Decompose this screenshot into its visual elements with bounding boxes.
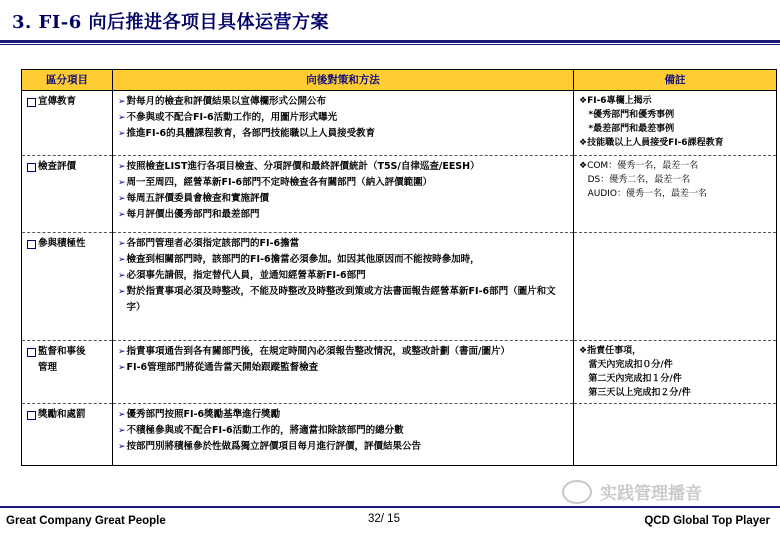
category-label: 參與積極性 [38,238,86,249]
measure-item [118,439,568,455]
measure-item [118,159,568,175]
measure-item [118,360,568,376]
watermark-text: 实践管理播音 [600,484,702,504]
arrow-bullet-icon: ➢ [118,178,126,188]
category-label: 獎勵和處罰 [38,409,86,420]
measure-text: 周一至周四，經營革新FI-6部門不定時檢查各有關部門（納入評價範圍） [126,177,433,188]
measure-text: 各部門管理者必須指定該部門的FI-6擔當 [126,238,300,249]
header-notes: 備註 [574,70,777,91]
measure-item [118,126,568,142]
measure-item [118,407,568,423]
page-title: 3. FI-6 向后推进各项目具体运营方案 [12,12,330,33]
header-category: 區分項目 [22,70,113,91]
row-measures [113,91,574,156]
arrow-bullet-icon: ➢ [118,363,126,373]
measure-item [118,423,568,439]
arrow-bullet-icon: ➢ [118,426,126,436]
measure-item [118,268,568,284]
row-notes [574,341,777,404]
measure-text: 指責事項通告到各有關部門後，在規定時間內必須報告整改情況，或整改計劃（書面/圖片） [126,346,511,357]
wechat-icon [562,480,592,504]
checkbox-bullet-icon [27,163,36,172]
row-notes [574,233,777,341]
row-category [22,233,113,341]
plan-table [21,69,777,466]
table-row [22,341,777,404]
arrow-bullet-icon: ➢ [118,255,126,265]
watermark [562,479,702,504]
page-number: 32/ 15 [368,513,400,525]
table-row [22,233,777,341]
measure-item [118,344,568,360]
measure-text: 檢查到相關部門時，該部門的FI-6擔當必須參加。如因其他原因而不能按時參加時， [126,254,480,265]
measure-text: 每月評價出優秀部門和最差部門 [126,209,260,220]
measure-text: 必須事先請假，指定替代人員，並通知經營革新FI-6部門 [126,270,366,281]
note-text: ❖FI-6專欄上揭示 *優秀部門和優秀事例 *最差部門和最差事例 ❖技能職以上人員接受FI-6課程教育 [579,96,724,148]
category-label: 檢查評價 [38,161,77,172]
arrow-bullet-icon: ➢ [118,271,126,281]
arrow-bullet-icon: ➢ [118,442,126,452]
checkbox-bullet-icon [27,348,36,357]
arrow-bullet-icon: ➢ [118,210,126,220]
measure-text: 推進FI-6的具體課程教育，各部門技能職以上人員接受教育 [126,128,376,139]
row-notes [574,404,777,466]
arrow-bullet-icon: ➢ [118,129,126,139]
category-label: 宣傳教育 [38,96,77,107]
footer-slogan: Great Company Great People [6,515,166,527]
arrow-bullet-icon: ➢ [118,194,126,204]
note-text: ❖指責任事項， 當天內完成扣０分/件 第二天內完成扣１分/件 第三天以上完成扣２分/件 [579,346,691,398]
measure-text: 每周五評價委員會檢查和實施評價 [126,193,270,204]
measure-item [118,191,568,207]
row-category [22,156,113,233]
title-underline-thin [0,44,780,45]
category-label: 監督和事後 管理 [38,346,86,373]
arrow-bullet-icon: ➢ [118,239,126,249]
measure-item [118,207,568,223]
row-measures [113,341,574,404]
measure-item [118,110,568,126]
measure-item [118,252,568,268]
measure-text: 不積極參與或不配合FI-6活動工作的，將適當扣除該部門的總分數 [126,425,404,436]
measure-text: FI-6管理部門將從通告當天開始跟蹤監督檢查 [126,362,319,373]
measure-item [118,236,568,252]
row-notes [574,156,777,233]
arrow-bullet-icon: ➢ [118,162,126,172]
measure-text: 按照檢查LIST進行各項目檢查、分項評價和最終評價統計（T5S/自律巡查/EESH） [126,161,480,172]
footer-line [0,506,780,508]
title-underline [0,40,780,43]
checkbox-bullet-icon [27,411,36,420]
table-row [22,91,777,156]
row-category [22,404,113,466]
checkbox-bullet-icon [27,240,36,249]
footer-tagline: QCD Global Top Player [644,515,770,527]
row-measures [113,404,574,466]
measure-text: 優秀部門按照FI-6獎勵基準進行獎勵 [126,409,281,420]
measure-item [118,284,568,316]
header-measures: 向後對策和方法 [113,70,574,91]
measure-item [118,175,568,191]
note-text: ❖COM：優秀一名，最差一名 DS：優秀二名，最差一名 AUDIO：優秀一名，最差一名 [579,161,707,199]
arrow-bullet-icon: ➢ [118,347,126,357]
arrow-bullet-icon: ➢ [118,287,126,297]
measure-text: 對每月的檢查和評價結果以宣傳欄形式公開公布 [126,96,327,107]
row-notes [574,91,777,156]
measure-text: 按部門別將積極參於性做爲獨立評價項目每月進行評價，評價結果公告 [126,441,422,452]
table-row [22,156,777,233]
measure-item [118,94,568,110]
row-category [22,341,113,404]
row-measures [113,233,574,341]
measure-text: 對於指責事項必須及時整改，不能及時整改及時整改到策或方法書面報告經營革新FI-6部門（圖片和文字） [126,286,556,313]
row-measures [113,156,574,233]
table-row [22,404,777,466]
arrow-bullet-icon: ➢ [118,113,126,123]
measure-text: 不參與或不配合FI-6活動工作的，用圖片形式曝光 [126,112,338,123]
row-category [22,91,113,156]
arrow-bullet-icon: ➢ [118,97,126,107]
arrow-bullet-icon: ➢ [118,410,126,420]
checkbox-bullet-icon [27,98,36,107]
table-header-row [22,70,777,91]
